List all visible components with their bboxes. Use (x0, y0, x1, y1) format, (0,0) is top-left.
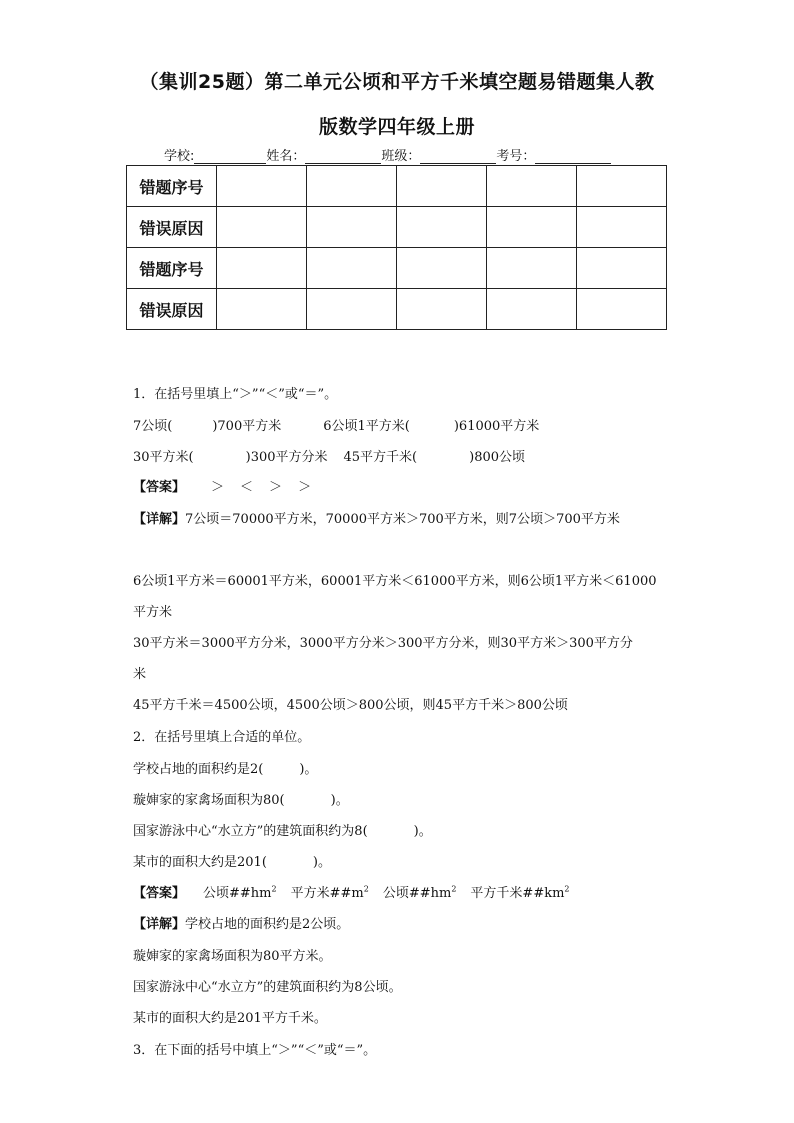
school-label: 学校: (164, 149, 195, 164)
q2-prompt: 2．在括号里填上合适的单位。 (133, 730, 311, 745)
table-cell[interactable] (307, 248, 397, 289)
table-cell[interactable] (217, 289, 307, 330)
class-blank[interactable] (420, 150, 496, 164)
q3-prompt: 3．在下面的括号中填上“＞”“＜”或“＝”。 (133, 1043, 377, 1058)
q1-item-text: )300平方分米 (245, 450, 328, 465)
title-line-1: （集训25题）第二单元公顷和平方千米填空题易错题集人教 (139, 71, 655, 93)
q2-item-3 (133, 820, 432, 839)
q1-item-text: )800公顷 (469, 450, 526, 465)
class-label: 班级： (381, 149, 421, 164)
table-cell[interactable] (577, 207, 667, 248)
student-info-row (164, 145, 611, 164)
q1-item-text: 45平方千米( (343, 450, 418, 465)
q2-item-text: 国家游泳中心“水立方”的建筑面积约为8( (133, 824, 368, 839)
answer-value: 平方千米##km (470, 886, 565, 901)
q2-item-text: )。 (330, 793, 349, 808)
answer-value: ＞ (269, 480, 283, 495)
table-cell[interactable] (487, 207, 577, 248)
q1-item-text: )61000平方米 (453, 419, 540, 434)
error-record-table (126, 165, 667, 330)
q2-item-1 (133, 758, 317, 777)
row-label: 错题序号 (127, 248, 217, 289)
q2-item-text: )。 (312, 855, 331, 870)
table-row (127, 289, 667, 330)
q2-item-2 (133, 789, 349, 808)
q2-detail-3: 国家游泳中心“水立方”的建筑面积约为8公顷。 (133, 980, 402, 995)
q1-item-text: 7公顷( (133, 419, 173, 434)
answer-value: 公顷##hm (382, 886, 452, 901)
q2-item-text: 学校占地的面积约是2( (133, 762, 264, 777)
q1-detail-2b: 平方米 (133, 605, 173, 620)
table-row (127, 166, 667, 207)
table-cell[interactable] (397, 166, 487, 207)
table-cell[interactable] (487, 166, 577, 207)
table-row (127, 207, 667, 248)
q2-item-text: )。 (413, 824, 432, 839)
q2-detail-2: 璇婶家的家禽场面积为80平方米。 (133, 949, 332, 964)
table-cell[interactable] (307, 289, 397, 330)
q1-prompt: 1．在括号里填上“＞”“＜”或“＝”。 (133, 387, 338, 402)
q2-detail-4: 某市的面积大约是201平方千米。 (133, 1011, 327, 1026)
answer-value: 平方米##m (290, 886, 364, 901)
row-label: 错误原因 (127, 207, 217, 248)
table-cell[interactable] (217, 248, 307, 289)
answer-value: ＜ (240, 480, 254, 495)
table-cell[interactable] (577, 248, 667, 289)
title-line-2: 版数学四年级上册 (318, 116, 475, 138)
q1-detail-2a: 6公顷1平方米＝60001平方米，60001平方米＜61000平方米，则6公顷1平方米＜61000 (133, 574, 657, 589)
answer-value: 公顷##hm (203, 886, 272, 901)
q1-item-text: )700平方米 (212, 419, 282, 434)
exam-no-label: 考号： (496, 149, 536, 164)
q1-item-text: 30平方米( (133, 450, 194, 465)
table-cell[interactable] (487, 289, 577, 330)
detail-text: 7公顷＝70000平方米，70000平方米＞700平方米，则7公顷＞700平方米 (185, 512, 620, 527)
answer-label: 【答案】 (133, 480, 186, 495)
table-row (127, 248, 667, 289)
superscript: 2 (564, 884, 570, 894)
detail-label: 【详解】 (133, 917, 186, 932)
table-cell[interactable] (397, 207, 487, 248)
school-blank[interactable] (194, 150, 266, 164)
q1-detail-4: 45平方千米＝4500公顷，4500公顷＞800公顷，则45平方千米＞800公顷 (133, 698, 568, 713)
answer-value: ＞ (211, 480, 225, 495)
row-label: 错误原因 (127, 289, 217, 330)
table-cell[interactable] (487, 248, 577, 289)
detail-label: 【详解】 (133, 512, 186, 527)
q2-detail-1 (133, 913, 349, 932)
q1-answer (133, 476, 311, 495)
name-label: 姓名： (266, 149, 306, 164)
q2-item-text: )。 (299, 762, 318, 777)
detail-text: 学校占地的面积约是2公顷。 (185, 917, 350, 932)
table-cell[interactable] (397, 248, 487, 289)
q2-item-4 (133, 851, 331, 870)
q1-row-1 (133, 415, 539, 434)
name-blank[interactable] (305, 150, 381, 164)
table-cell[interactable] (217, 166, 307, 207)
answer-label: 【答案】 (133, 886, 186, 901)
table-cell[interactable] (577, 166, 667, 207)
superscript: 2 (363, 884, 369, 894)
q2-item-text: 璇婶家的家禽场面积为80( (133, 793, 285, 808)
exam-no-blank[interactable] (535, 150, 611, 164)
row-label: 错题序号 (127, 166, 217, 207)
superscript: 2 (271, 884, 277, 894)
table-cell[interactable] (397, 289, 487, 330)
q2-answer (133, 882, 570, 901)
q1-item-text: 6公顷1平方米( (323, 419, 410, 434)
q1-row-2 (133, 446, 525, 465)
q1-detail-1 (133, 508, 620, 527)
q1-detail-3a: 30平方米＝3000平方分米，3000平方分米＞300平方分米，则30平方米＞300平方分 (133, 636, 633, 651)
table-cell[interactable] (577, 289, 667, 330)
answer-value: ＞ (298, 480, 312, 495)
q2-item-text: 某市的面积大约是201( (133, 855, 267, 870)
superscript: 2 (451, 884, 457, 894)
table-cell[interactable] (217, 207, 307, 248)
table-cell[interactable] (307, 166, 397, 207)
q1-detail-3b: 米 (133, 667, 147, 682)
table-cell[interactable] (307, 207, 397, 248)
